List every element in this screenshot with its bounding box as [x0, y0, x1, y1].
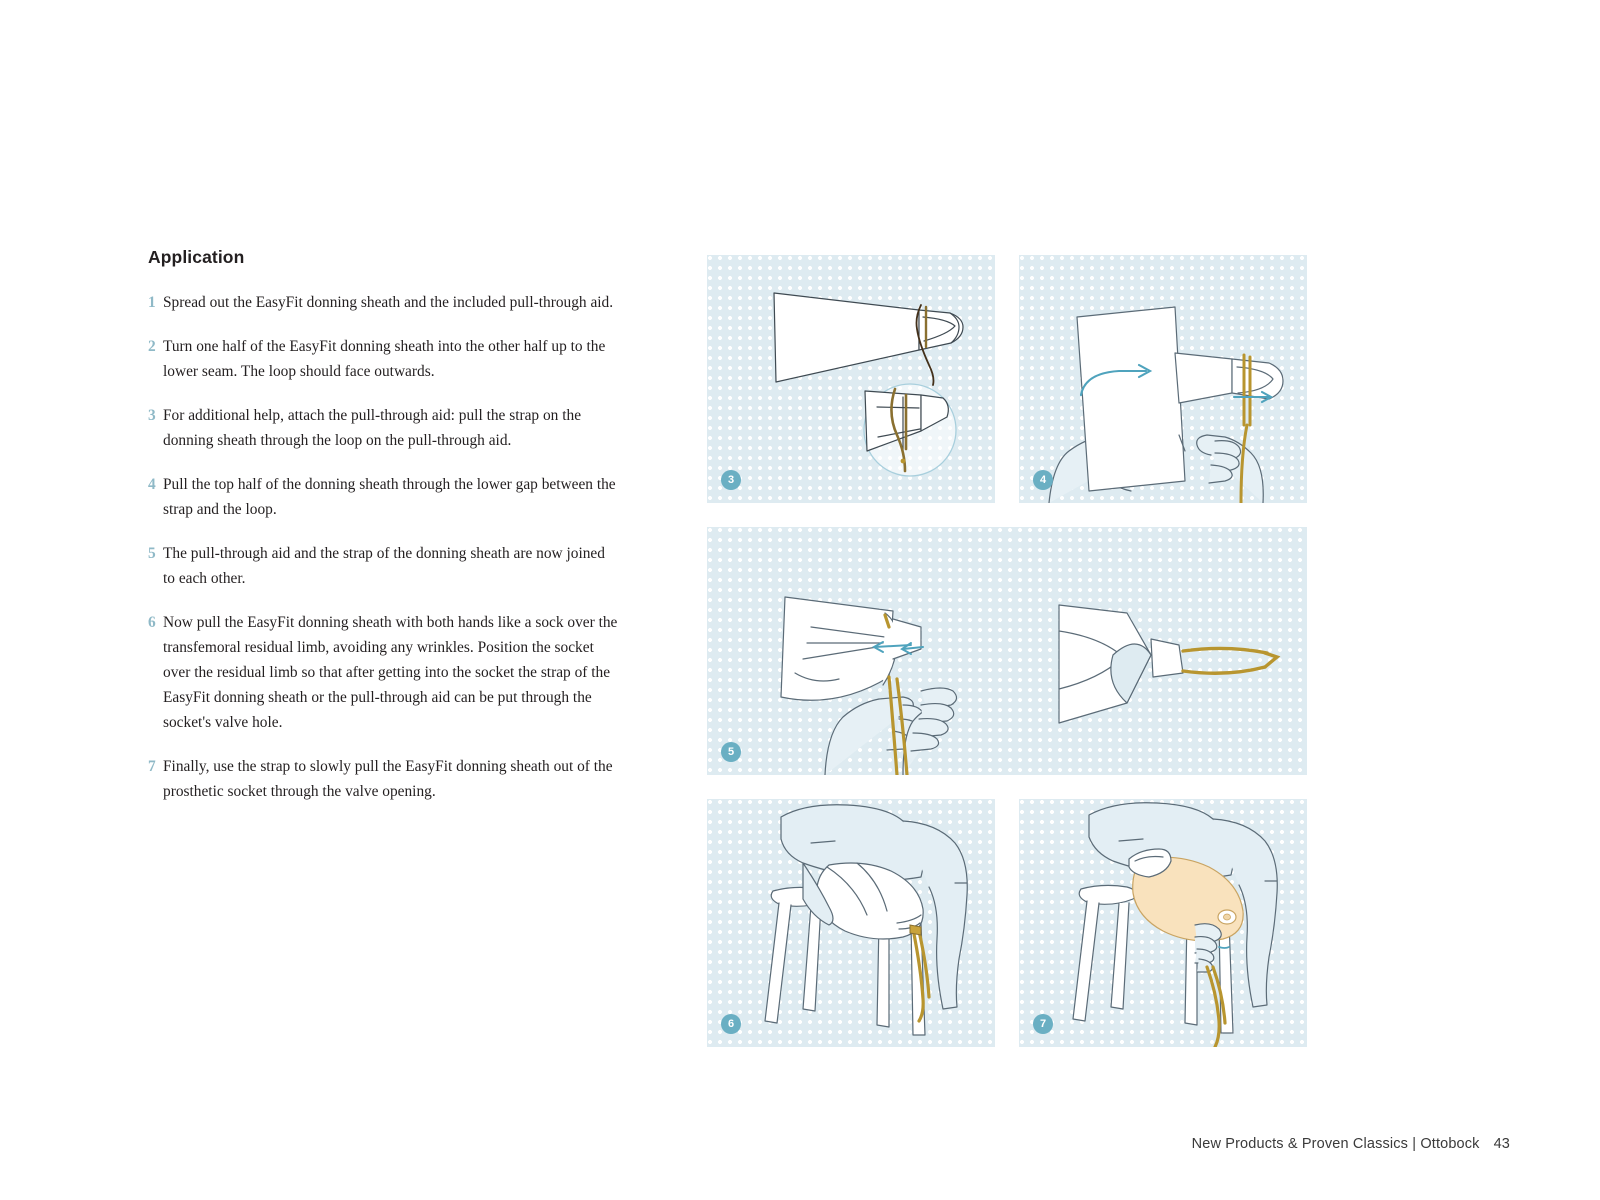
panel-badge-4: 4 [1033, 470, 1053, 490]
seated-person-donning-sheath-illustration [707, 799, 995, 1047]
step-text: Turn one half of the EasyFit donning sheath into the other half up to the lower seam. The loop should face outwards. [163, 338, 606, 381]
illustration-panel-6 [707, 799, 995, 1047]
illustration-panel-7 [1019, 799, 1307, 1047]
step-text: The pull-through aid and the strap of the donning sheath are now joined to each other. [163, 544, 605, 587]
application-text-column [148, 248, 620, 805]
step-text: Pull the top half of the donning sheath through the lower gap between the strap and the loop. [163, 476, 616, 518]
footer-title: New Products & Proven Classics | Ottobock [1191, 1136, 1480, 1152]
step-number: 6 [148, 613, 156, 631]
seated-person-socket-fitted-illustration [1019, 799, 1307, 1047]
illustration-grid [707, 255, 1307, 1047]
list-item [148, 404, 620, 454]
panel-badge-6: 6 [721, 1014, 741, 1034]
page-footer [1192, 1136, 1510, 1152]
illustration-row [707, 799, 1307, 1047]
step-number: 5 [148, 544, 156, 562]
step-number: 4 [148, 476, 156, 494]
hands-pulling-sheath-illustration [1019, 255, 1307, 503]
panel-badge-7: 7 [1033, 1014, 1053, 1034]
list-item [148, 542, 620, 592]
page-number: 43 [1493, 1136, 1510, 1152]
step-text: Now pull the EasyFit donning sheath with both hands like a sock over the transfemoral residual limb, avoiding any wrinkles. Position the socket over the residual limb so that after getting into the socket the strap of the EasyFit donning sheath or the pull-through aid can be put through the socket's valve hole. [163, 613, 618, 731]
page-title: Application [148, 247, 245, 267]
step-text: Spread out the EasyFit donning sheath and the included pull-through aid. [163, 294, 614, 312]
illustration-panel-5 [707, 527, 1307, 775]
panel-badge-5: 5 [721, 742, 741, 762]
step-number: 7 [148, 757, 156, 775]
list-item [148, 473, 620, 523]
panel-badge-3: 3 [721, 470, 741, 490]
illustration-row [707, 255, 1307, 503]
step-number: 2 [148, 338, 156, 356]
list-item [148, 291, 620, 316]
step-number: 1 [148, 294, 156, 312]
list-item [148, 335, 620, 385]
step-text: For additional help, attach the pull-through aid: pull the strap on the donning sheath through the loop on the pull-through aid. [163, 407, 582, 450]
donning-sheath-cone-illustration [707, 255, 995, 503]
joining-strap-and-aid-illustration [707, 527, 1307, 775]
illustration-panel-4 [1019, 255, 1307, 503]
list-item [148, 755, 620, 805]
step-number: 3 [148, 407, 156, 425]
illustration-row [707, 527, 1307, 775]
illustration-panel-3 [707, 255, 995, 503]
list-item [148, 611, 620, 736]
application-steps-list [148, 291, 620, 804]
step-text: Finally, use the strap to slowly pull the EasyFit donning sheath out of the prosthetic socket through the valve opening. [163, 757, 613, 800]
